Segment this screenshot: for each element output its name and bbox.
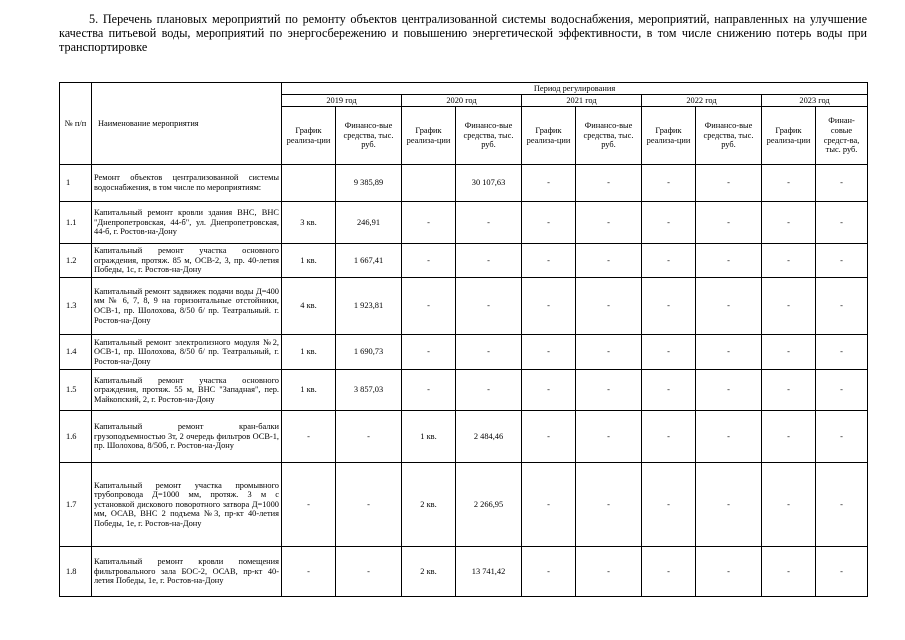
year-header: 2023 год [762,95,868,107]
schedule-cell: - [402,370,456,411]
measure-name: Капитальный ремонт кровли помещения фильтровального зала БОС-2, ОСАВ, пр-кт 40-летия Победы, 1е, г. Ростов-на-Дону [92,547,282,597]
sub-header-schedule: График реализа-ции [522,107,576,165]
row-number: 1.5 [60,370,92,411]
schedule-cell: - [522,202,576,244]
finance-cell: - [696,335,762,370]
sub-header-schedule: График реализа-ции [402,107,456,165]
measure-name: Капитальный ремонт кран-балки грузоподъемностью 3т, 2 очередь фильтров ОСВ-1, пр. Шолохова, 8/50б, г. Ростов-на-Дону [92,411,282,463]
finance-cell: 1 667,41 [336,244,402,278]
schedule-cell: - [522,463,576,547]
table-body [60,165,868,597]
schedule-cell: 4 кв. [282,278,336,335]
table-row [60,411,868,463]
finance-cell: - [816,244,868,278]
sub-header-schedule: График реализа-ции [762,107,816,165]
row-number: 1.2 [60,244,92,278]
finance-cell: - [336,463,402,547]
schedule-cell [402,165,456,202]
finance-cell: 13 741,42 [456,547,522,597]
schedule-cell: - [522,411,576,463]
row-number: 1.7 [60,463,92,547]
schedule-cell: - [762,335,816,370]
finance-cell: - [576,165,642,202]
schedule-cell: - [762,278,816,335]
sub-header-finance: Финансо-вые средства, тыс. руб. [456,107,522,165]
schedule-cell: - [762,165,816,202]
schedule-cell: - [642,278,696,335]
finance-cell: - [696,165,762,202]
year-header: 2022 год [642,95,762,107]
finance-cell: 30 107,63 [456,165,522,202]
year-header: 2020 год [402,95,522,107]
schedule-cell: 1 кв. [282,370,336,411]
finance-cell: - [696,411,762,463]
measure-name: Капитальный ремонт кровли здания ВНС, ВНС "Днепропетровская, 44-б", ул. Днепропетровская, 44-б, г. Ростов-на-Дону [92,202,282,244]
row-number: 1.6 [60,411,92,463]
finance-cell: - [816,165,868,202]
measure-name: Капитальный ремонт задвижек подачи воды Д=400 мм № 6, 7, 8, 9 на горизонтальные отстойники, ОСВ-1, пр. Шолохова, 8/50 б/ пр. Театральный. г. Ростов-на-Дону [92,278,282,335]
schedule-cell: - [522,547,576,597]
schedule-cell: - [762,463,816,547]
measure-name: Капитальный ремонт участка промывного трубопровода Д=1000 мм, протяж. 3 м с установкой дискового поворотного затвора Д=1000 мм, ОСАВ, ВНС 2 подъема №3, пр-кт 40-летия Победы, 1е, г. Ростов-на-Дону [92,463,282,547]
schedule-cell: - [762,244,816,278]
table-row [60,463,868,547]
finance-cell: 246,91 [336,202,402,244]
finance-cell: - [456,202,522,244]
schedule-cell: 1 кв. [282,335,336,370]
schedule-cell: - [642,370,696,411]
sub-header-schedule: График реализа-ции [282,107,336,165]
measure-name: Капитальный ремонт участка основного ограждения, протяж. 55 м, ВНС "Западная", пер. Майкопский, 2, г. Ростов-на-Дону [92,370,282,411]
sub-header-finance: Финансо-вые средства, тыс. руб. [696,107,762,165]
schedule-cell: - [642,335,696,370]
finance-cell: - [816,335,868,370]
row-number: 1 [60,165,92,202]
finance-cell: - [456,244,522,278]
measure-name: Ремонт объектов централизованной системы водоснабжения, в том числе по мероприятиям: [92,165,282,202]
section-heading: 5. Перечень плановых мероприятий по ремонту объектов централизованной системы водоснабжения, мероприятий, направленных на улучшение качества питьевой воды, мероприятий по энергосбережению и повышению энергетической эффективности, в том числе снижению потерь воды при транспортировке [59,12,867,54]
schedule-cell: - [282,547,336,597]
finance-cell: - [816,202,868,244]
col-header-num: № п/п [60,83,92,165]
finance-cell: 2 266,95 [456,463,522,547]
finance-cell: - [576,411,642,463]
table-row [60,278,868,335]
schedule-cell: - [402,335,456,370]
schedule-cell: - [642,463,696,547]
finance-cell: 2 484,46 [456,411,522,463]
schedule-cell: - [762,547,816,597]
finance-cell: - [456,278,522,335]
table-row [60,202,868,244]
measure-name: Капитальный ремонт участка основного ограждения, протяж. 85 м, ОСВ-2, 3, пр. 40-летия Победы, 1с, г. Ростов-на-Дону [92,244,282,278]
finance-cell: 3 857,03 [336,370,402,411]
schedule-cell: - [402,202,456,244]
schedule-cell: 1 кв. [282,244,336,278]
finance-cell: 1 923,81 [336,278,402,335]
row-number: 1.1 [60,202,92,244]
finance-cell: 1 690,73 [336,335,402,370]
schedule-cell: 2 кв. [402,547,456,597]
year-header: 2019 год [282,95,402,107]
schedule-cell: - [642,202,696,244]
schedule-cell: - [402,244,456,278]
row-number: 1.3 [60,278,92,335]
finance-cell: - [576,335,642,370]
sub-header-finance: Финансо-вые средства, тыс. руб. [336,107,402,165]
schedule-cell: 1 кв. [402,411,456,463]
col-header-name: Наименование мероприятия [92,83,282,165]
row-number: 1.8 [60,547,92,597]
schedule-cell [282,165,336,202]
finance-cell: - [576,202,642,244]
finance-cell: - [576,370,642,411]
schedule-cell: - [402,278,456,335]
table-row [60,244,868,278]
year-header: 2021 год [522,95,642,107]
sub-header-schedule: График реализа-ции [642,107,696,165]
schedule-cell: - [642,165,696,202]
schedule-cell: - [642,547,696,597]
finance-cell: - [576,463,642,547]
finance-cell: - [456,370,522,411]
finance-cell: 9 385,89 [336,165,402,202]
finance-cell: - [696,244,762,278]
finance-cell: - [696,278,762,335]
finance-cell: - [816,278,868,335]
schedule-cell: - [522,165,576,202]
schedule-cell: - [642,244,696,278]
finance-cell: - [336,547,402,597]
table-row [60,165,868,202]
measure-name: Капитальный ремонт электролизного модуля №2, ОСВ-1, пр. Шолохова, 8/50 б/ пр. Театральный, г. Ростов-на-Дону [92,335,282,370]
schedule-cell: - [762,202,816,244]
table-row [60,547,868,597]
sub-header-finance: Финан-совые средст-ва, тыс. руб. [816,107,868,165]
finance-cell: - [576,244,642,278]
schedule-cell: - [522,278,576,335]
finance-cell: - [456,335,522,370]
schedule-cell: - [762,411,816,463]
finance-cell: - [696,547,762,597]
finance-cell: - [576,278,642,335]
finance-cell: - [816,463,868,547]
finance-cell: - [816,411,868,463]
schedule-cell: - [522,244,576,278]
schedule-cell: 2 кв. [402,463,456,547]
finance-cell: - [816,547,868,597]
finance-cell: - [336,411,402,463]
schedule-cell: - [762,370,816,411]
schedule-cell: - [522,370,576,411]
sub-header-finance: Финансо-вые средства, тыс. руб. [576,107,642,165]
period-header: Период регулирования [282,83,868,95]
finance-cell: - [576,547,642,597]
finance-cell: - [696,202,762,244]
finance-cell: - [696,463,762,547]
schedule-cell: 3 кв. [282,202,336,244]
schedule-cell: - [282,463,336,547]
table-row [60,370,868,411]
table-row [60,335,868,370]
row-number: 1.4 [60,335,92,370]
measures-table [59,82,868,597]
schedule-cell: - [642,411,696,463]
finance-cell: - [816,370,868,411]
schedule-cell: - [522,335,576,370]
finance-cell: - [696,370,762,411]
schedule-cell: - [282,411,336,463]
